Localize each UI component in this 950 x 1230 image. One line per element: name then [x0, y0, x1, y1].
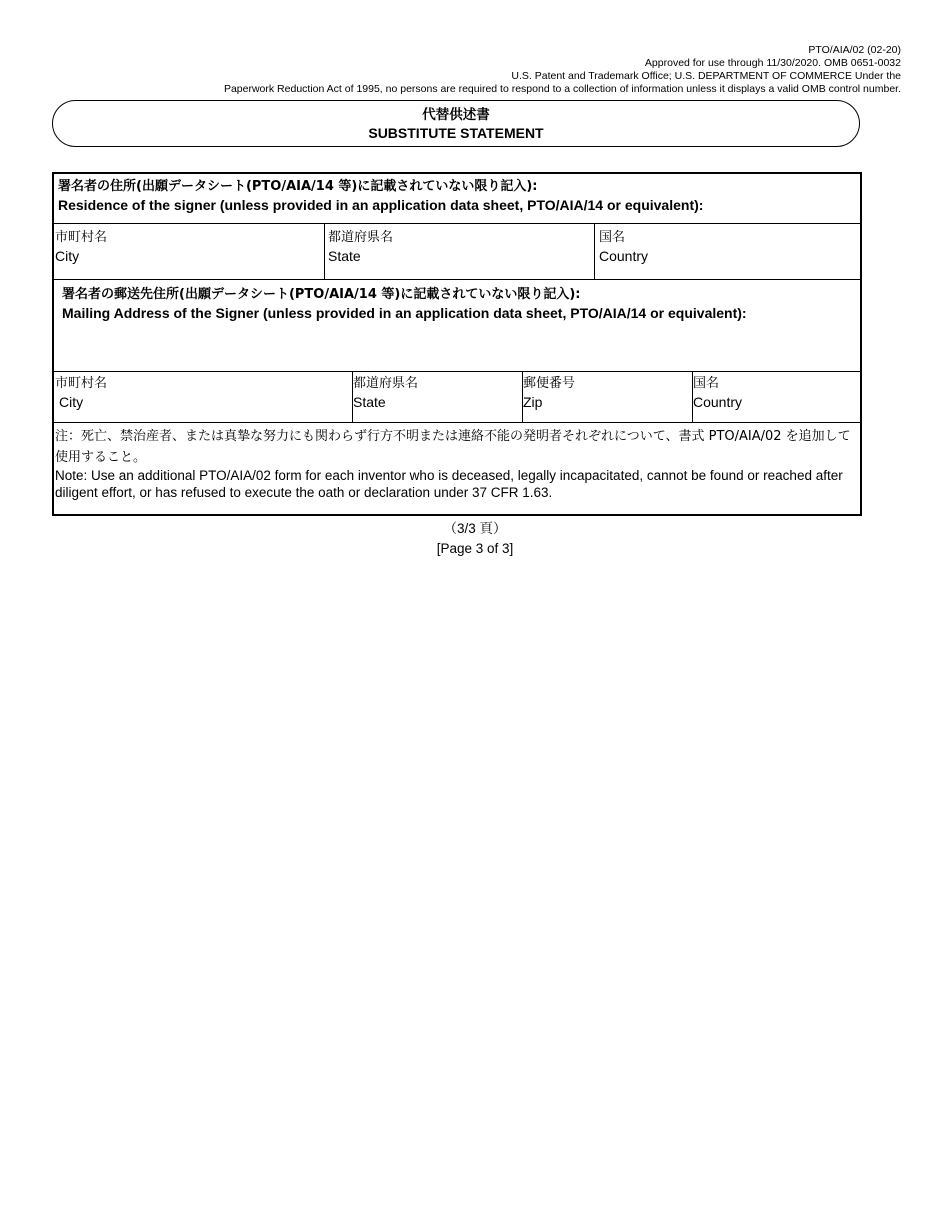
note-en: Note: Use an additional PTO/AIA/02 form for each inventor who is deceased, legally incapacitated, cannot be found or reached after diligent effort, or has refused to execute the oath or declaration under 37 CFR 1.63. [55, 468, 843, 500]
note-ja: 注：死亡、禁治産者、または真摯な努力にも関わらず行方不明または連絡不能の発明者それぞれについて、書式 PTO/AIA/02 を追加して使用すること。 [55, 429, 851, 465]
mailing-zip-field[interactable] [523, 372, 693, 422]
title-banner [52, 100, 860, 147]
mailing-fields-row [54, 372, 860, 423]
signer-address-form [52, 172, 862, 516]
mailing-heading-en: Mailing Address of the Signer (unless provided in an application data sheet, PTO/AIA/14 or equivalent): [62, 305, 747, 321]
page-number-en: [Page 3 of 3] [436, 541, 514, 556]
mailing-city-label-ja: 市町村名 [55, 376, 108, 391]
mailing-zip-label-en: Zip [523, 394, 543, 410]
mailing-country-field[interactable] [693, 372, 860, 422]
inventor-note [55, 426, 859, 501]
residence-city-field[interactable] [54, 224, 325, 279]
mailing-city-label-en: City [59, 394, 84, 410]
residence-heading-row [54, 174, 860, 224]
omb-approval: Approved for use through 11/30/2020. OMB 0651-0032 [644, 57, 901, 69]
residence-state-label-ja: 都道府県名 [328, 230, 394, 245]
mailing-heading-ja: 署名者の郵送先住所(出願データシート(PTO/AIA/14 等)に記載されていない限り記入): [62, 287, 581, 302]
agency-line: U.S. Patent and Trademark Office; U.S. DEPARTMENT OF COMMERCE Under the [511, 70, 901, 82]
residence-fields-row [54, 224, 860, 280]
mailing-country-label-ja: 国名 [693, 376, 720, 391]
mailing-heading-row [54, 280, 860, 372]
paperwork-notice: Paperwork Reduction Act of 1995, no persons are required to respond to a collection of information unless it displays a valid OMB control number. [223, 83, 901, 95]
residence-country-field[interactable] [595, 224, 860, 279]
title-ja: 代替供述書 [422, 107, 490, 123]
residence-country-label-ja: 国名 [599, 230, 626, 245]
mailing-state-label-en: State [353, 394, 386, 410]
residence-heading-ja: 署名者の住所(出願データシート(PTO/AIA/14 等)に記載されていない限り記入): [58, 179, 538, 194]
residence-state-label-en: State [328, 248, 361, 264]
mailing-city-field[interactable] [54, 372, 353, 422]
mailing-zip-label-ja: 郵便番号 [523, 376, 576, 391]
mailing-country-label-en: Country [693, 394, 743, 410]
residence-country-label-en: Country [599, 248, 649, 264]
residence-heading-en: Residence of the signer (unless provided in an application data sheet, PTO/AIA/14 or equivalent): [58, 197, 704, 213]
page-number-ja: （3/3 頁） [443, 521, 507, 536]
form-number: PTO/AIA/02 (02-20) [808, 44, 901, 56]
mailing-state-label-ja: 都道府県名 [353, 376, 419, 391]
residence-city-label-ja: 市町村名 [55, 230, 108, 245]
residence-state-field[interactable] [325, 224, 595, 279]
title-en: SUBSTITUTE STATEMENT [368, 125, 544, 141]
residence-city-label-en: City [55, 248, 80, 264]
mailing-state-field[interactable] [353, 372, 523, 422]
